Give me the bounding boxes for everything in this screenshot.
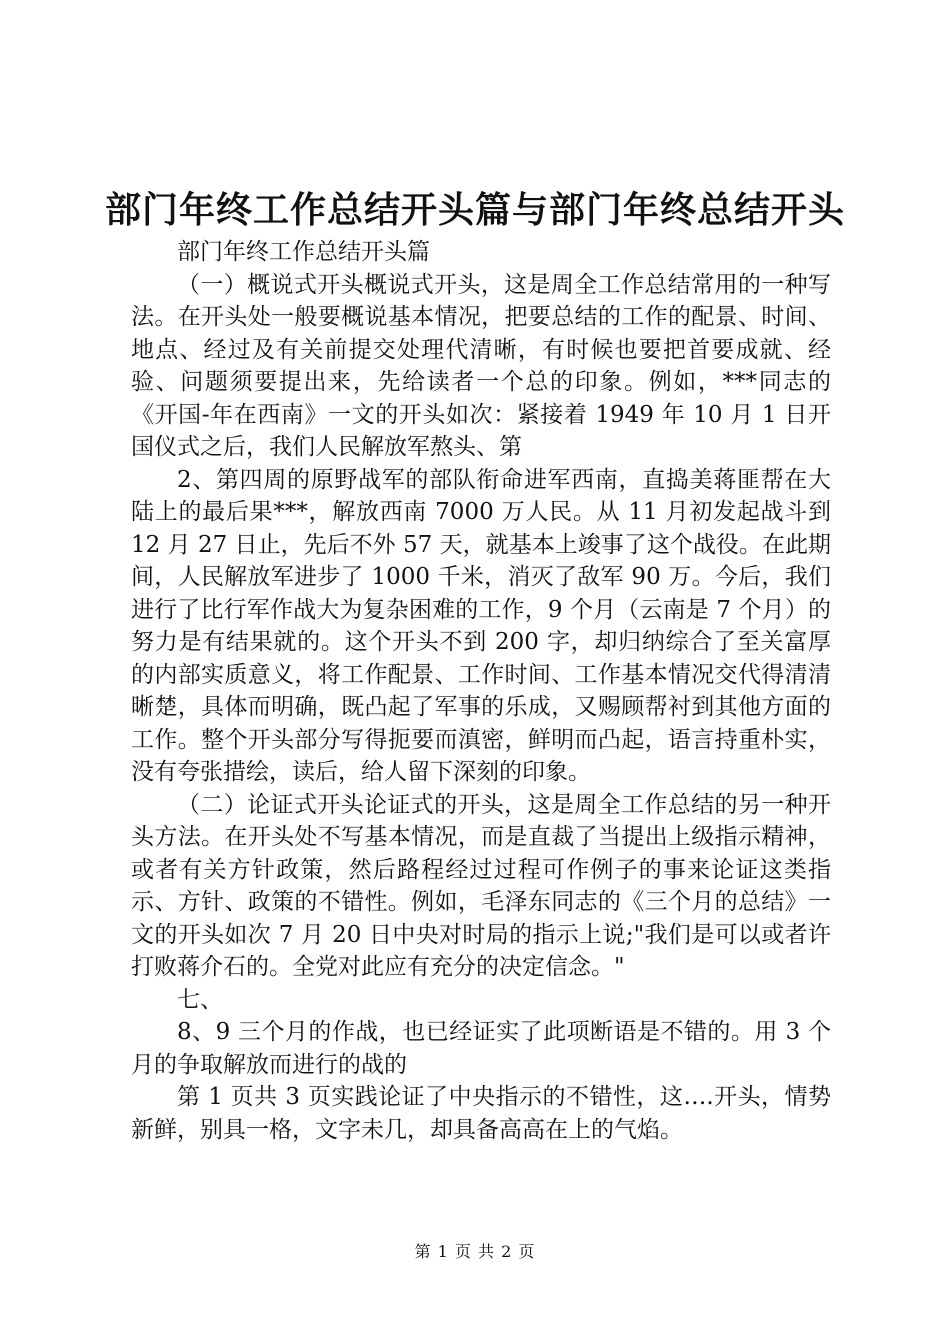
- body-paragraph: 8、9 三个月的作战，也已经证实了此项断语是不错的。用 3 个月的争取解放而进行的战的: [131, 1019, 831, 1078]
- page-number-footer: 第 1 页 共 2 页: [414, 1242, 536, 1261]
- body-paragraph: 2、第四周的原野战军的部队衔命进军西南，直捣美蒋匪帮在大陆上的最后果***，解放西南 7000 万人民。从 11 月初发起战斗到 12 月 27 日止，先后不外 57 天，就基本上竣事了这个战役。在此期间，人民解放军进步了 1000 千米，消灭了敌军 90 万。今后，我们进行了比行军作战大为复杂困难的工作，9 个月（云南是 7 个月）的努力是有结果就的。这个开头不到 200 字，却归纳综合了至关富厚的内部实质意义，将工作配景、工作时间、工作基本情况交代得清清晰楚，具体而明确，既凸起了军事的乐成，又赐顾帮衬到其他方面的工作。整个开头部分写得扼要而滇密，鲜明而凸起，语言持重朴实，没有夸张措绘，读后，给人留下深刻的印象。: [131, 466, 831, 785]
- body-paragraph: （一）概说式开头概说式开头，这是周全工作总结常用的一种写法。在开头处一般要概说基本情况，把要总结的工作的配景、时间、地点、经过及有关前提交处理代清晰，有时候也要把首要成就、经验、问题须要提出来，先给读者一个总的印象。例如，***同志的《开国-年在西南》一文的开头如次：紧接着 1949 年 10 月 1 日开国仪式之后，我们人民解放军熬头、第: [131, 271, 831, 460]
- body-paragraph: 七、: [177, 986, 223, 1013]
- body-paragraph: 第 1 页共 3 页实践论证了中央指示的不错性，这….开头，情势新鲜，别具一格，文字未几，却具备高高在上的气焰。: [131, 1084, 831, 1143]
- body-paragraph: （二）论证式开头论证式的开头，这是周全工作总结的另一种开头方法。在开头处不写基本情况，而是直裁了当提出上级指示精神，或者有关方针政策，然后路程经过过程可作例子的事来论证这类指示、方针、政策的不错性。例如，毛泽东同志的《三个月的总结》一文的开头如次 7 月 20 日中央对时局的指示上说;"我们是可以或者许打败蒋介石的。全党对此应有充分的决定信念。": [131, 791, 831, 980]
- section-heading: 部门年终工作总结开头篇: [177, 239, 430, 265]
- document-body: [131, 236, 831, 1146]
- document-title: 部门年终工作总结开头篇与部门年终总结开头: [104, 189, 845, 231]
